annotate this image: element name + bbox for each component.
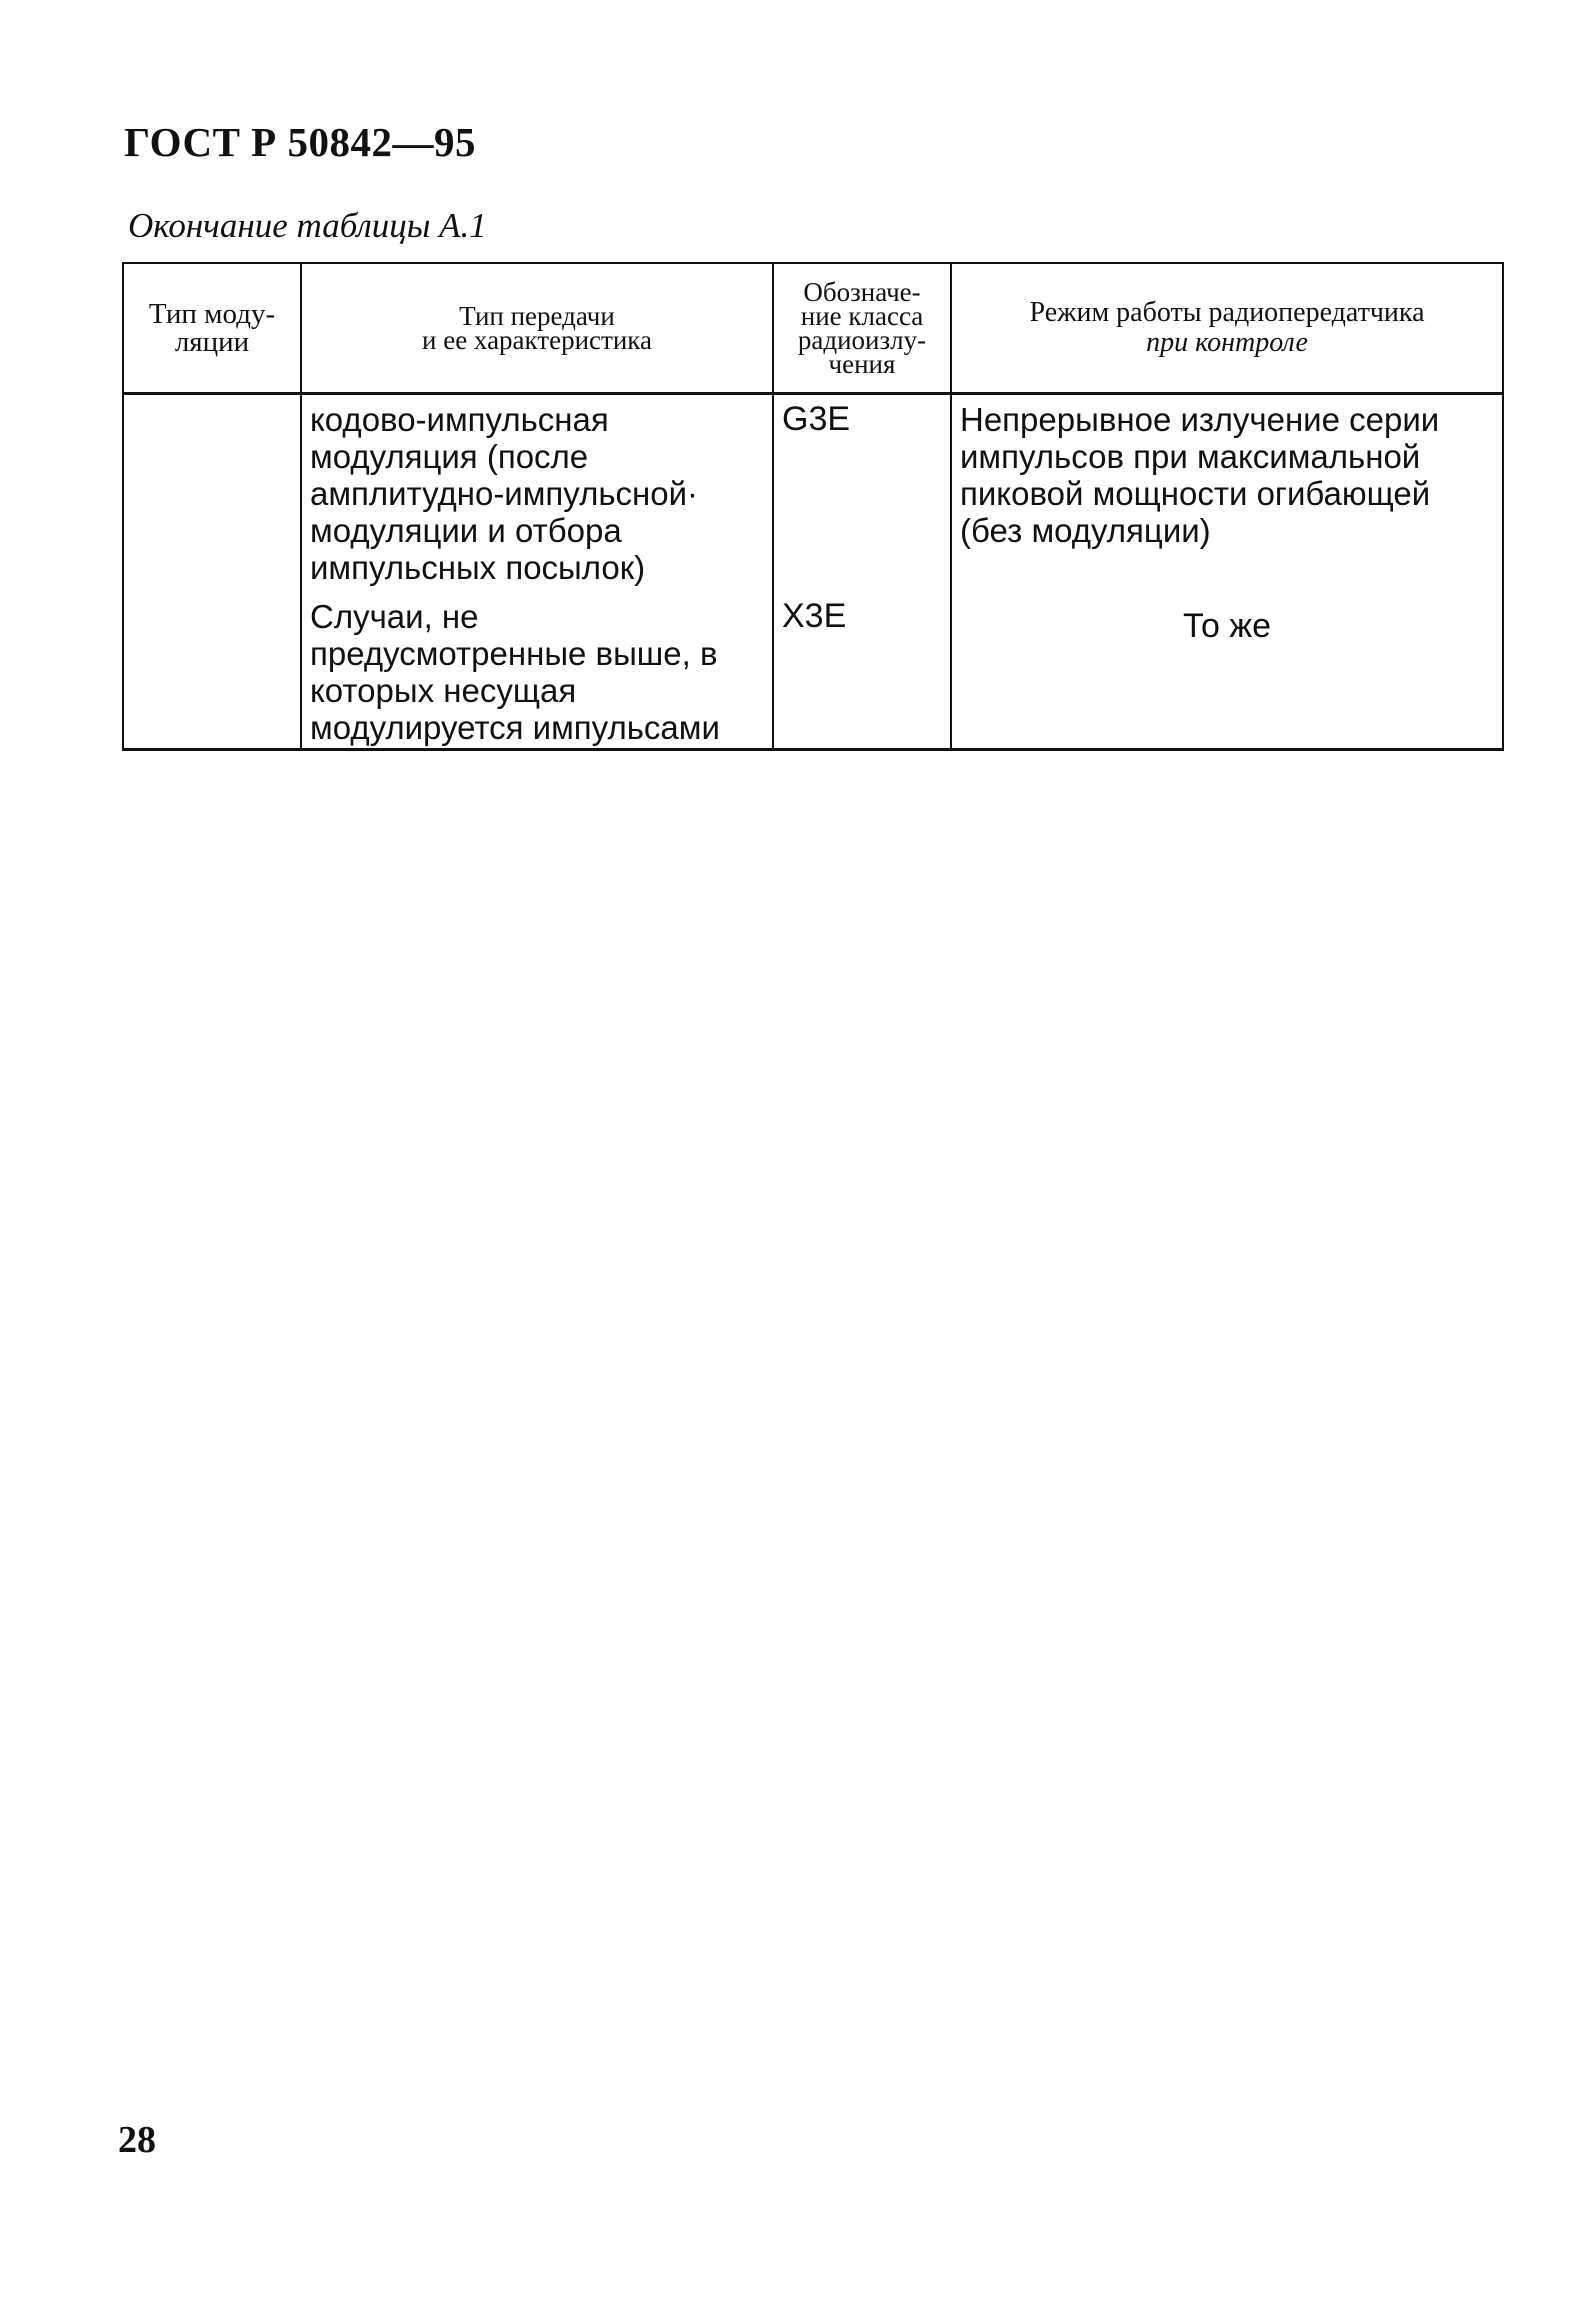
table-header — [123, 263, 1503, 394]
header-transmitter-mode — [951, 263, 1503, 394]
cell-transmitter-mode: Непрерывное излучение серии импульсов при максимальной пиковой мощности огибающей (без модуляции) — [951, 394, 1503, 595]
cell-transmission: кодово-импульсная модуляция (после амплитудно-импульсной· модуляции и отбора импульсных посылок) — [301, 394, 773, 595]
table-row — [123, 594, 1503, 750]
cell-emission-class: G3E — [773, 394, 951, 595]
table-body — [123, 394, 1503, 750]
header-transmission-line1: Тип передачи — [459, 301, 615, 331]
cell-emission-class: X3E — [773, 594, 951, 750]
header-modulation-type — [123, 263, 301, 394]
header-mode-line1: Режим работы радиопередатчика — [1029, 297, 1425, 328]
header-row — [123, 263, 1503, 394]
table-row — [123, 394, 1503, 595]
header-mode-line2: при контроле — [1146, 327, 1308, 358]
header-emission-class-text: Обозначе- ние класса радиоизлу- чения — [797, 277, 927, 379]
cell-modulation-type — [123, 394, 301, 595]
table-caption: Окончание таблицы А.1 — [128, 206, 487, 245]
header-transmission-line2: и ее характеристика — [422, 325, 652, 355]
cell-transmission: Случаи, не предусмотренные выше, в которых несущая модулируется импульсами — [301, 594, 773, 750]
header-modulation-type-text: Тип моду- ляции — [148, 298, 276, 358]
cell-transmitter-mode: То же — [951, 594, 1503, 750]
document-header: ГОСТ Р 50842—95 — [124, 119, 476, 165]
header-transmission-type — [301, 263, 773, 394]
header-emission-class — [773, 263, 951, 394]
page-number: 28 — [118, 2119, 156, 2161]
cell-modulation-type — [123, 594, 301, 750]
modulation-table — [122, 262, 1504, 751]
